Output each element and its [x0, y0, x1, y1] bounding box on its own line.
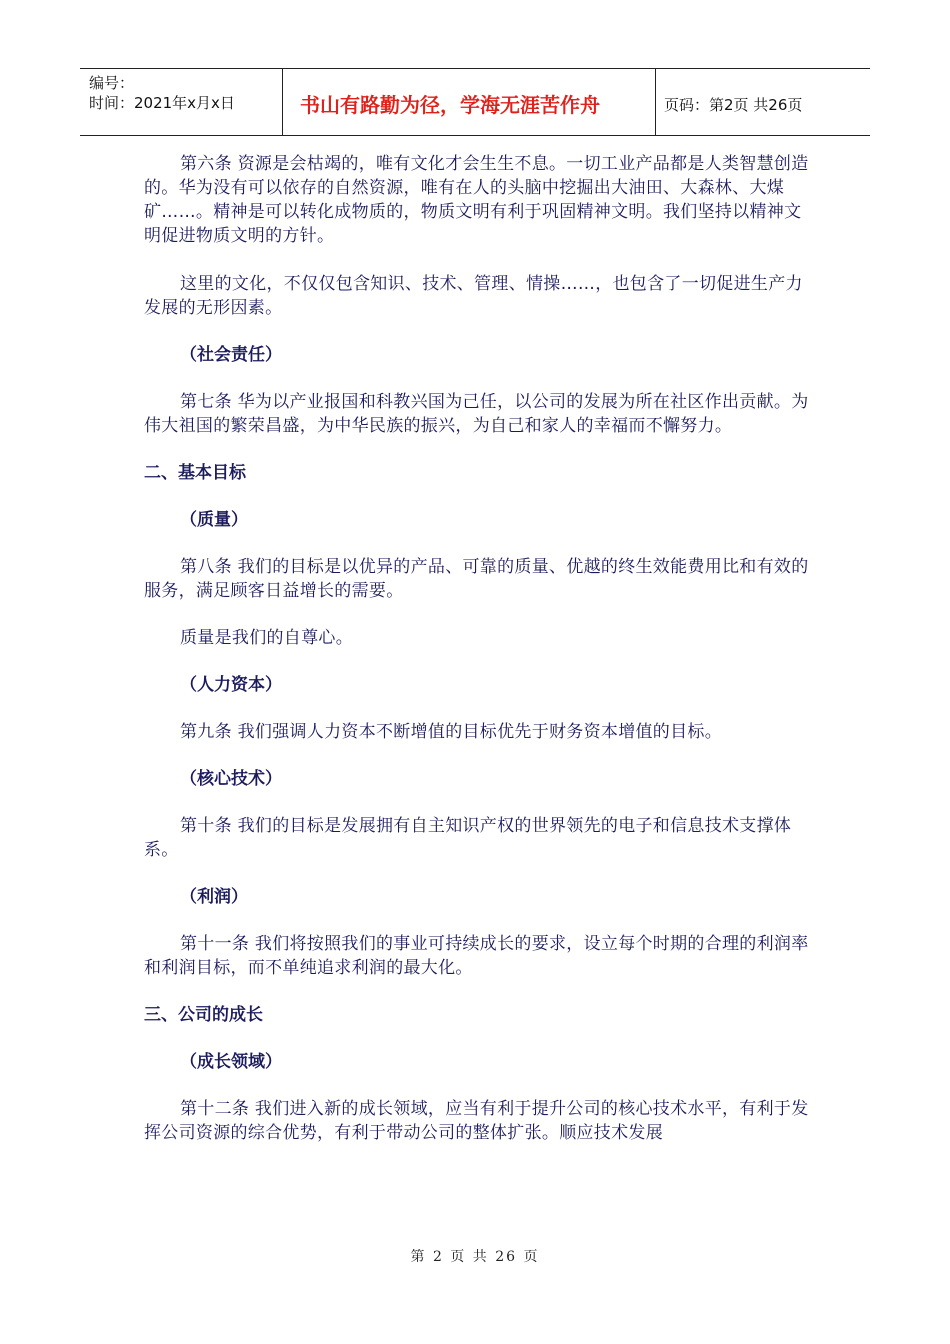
article-6: 第六条 资源是会枯竭的，唯有文化才会生生不息。一切工业产品都是人类智慧创造的。华为没有可以依存的自然资源，唯有在人的头脑中挖掘出大油田、大森林、大煤矿……。精神是可以转化成物质的，物质文明有利于巩固精神文明。我们坚持以精神文明促进物质文明的方针。 — [144, 154, 809, 246]
section-3-heading: 三、公司的成长 — [144, 1005, 263, 1025]
subheading-quality: （质量） — [180, 510, 248, 530]
document-header — [80, 68, 870, 136]
document-body — [144, 152, 812, 1145]
article-11: 第十一条 我们将按照我们的事业可持续成长的要求，设立每个时期的合理的利润率和利润目标，而不单纯追求利润的最大化。 — [144, 934, 809, 978]
subheading-growth-areas: （成长领域） — [180, 1052, 282, 1072]
header-page-info: 页码：第2页 共26页 — [664, 96, 803, 114]
article-12: 第十二条 我们进入新的成长领域，应当有利于提升公司的核心技术水平，有利于发挥公司资源的综合优势，有利于带动公司的整体扩张。顺应技术发展 — [144, 1099, 809, 1143]
subheading-profit: （利润） — [180, 887, 248, 907]
subheading-social-responsibility: （社会责任） — [180, 345, 282, 365]
article-9: 第九条 我们强调人力资本不断增值的目标优先于财务资本增值的目标。 — [180, 722, 723, 742]
header-meta — [89, 73, 235, 113]
article-6-note: 这里的文化，不仅仅包含知识、技术、管理、情操……，也包含了一切促进生产力发展的无形因素。 — [144, 274, 803, 318]
article-10: 第十条 我们的目标是发展拥有自主知识产权的世界领先的电子和信息技术支撑体系。 — [144, 816, 792, 860]
article-8: 第八条 我们的目标是以优异的产品、可靠的质量、优越的终生效能费用比和有效的服务，满足顾客日益增长的需要。 — [144, 557, 809, 601]
section-2-heading: 二、基本目标 — [144, 463, 246, 483]
header-divider — [655, 69, 656, 135]
header-divider — [282, 69, 283, 135]
article-8-note: 质量是我们的自尊心。 — [180, 628, 353, 648]
number-label: 编号： — [89, 74, 135, 92]
subheading-core-technology: （核心技术） — [180, 769, 282, 789]
subheading-human-capital: （人力资本） — [180, 675, 282, 695]
header-motto: 书山有路勤为径，学海无涯苦作舟 — [300, 93, 600, 117]
time-label: 时间：2021年x月x日 — [89, 94, 235, 112]
article-7: 第七条 华为以产业报国和科教兴国为己任，以公司的发展为所在社区作出贡献。为伟大祖国的繁荣昌盛，为中华民族的振兴，为自己和家人的幸福而不懈努力。 — [144, 392, 809, 436]
page-footer: 第 2 页 共 26 页 — [410, 1249, 540, 1265]
